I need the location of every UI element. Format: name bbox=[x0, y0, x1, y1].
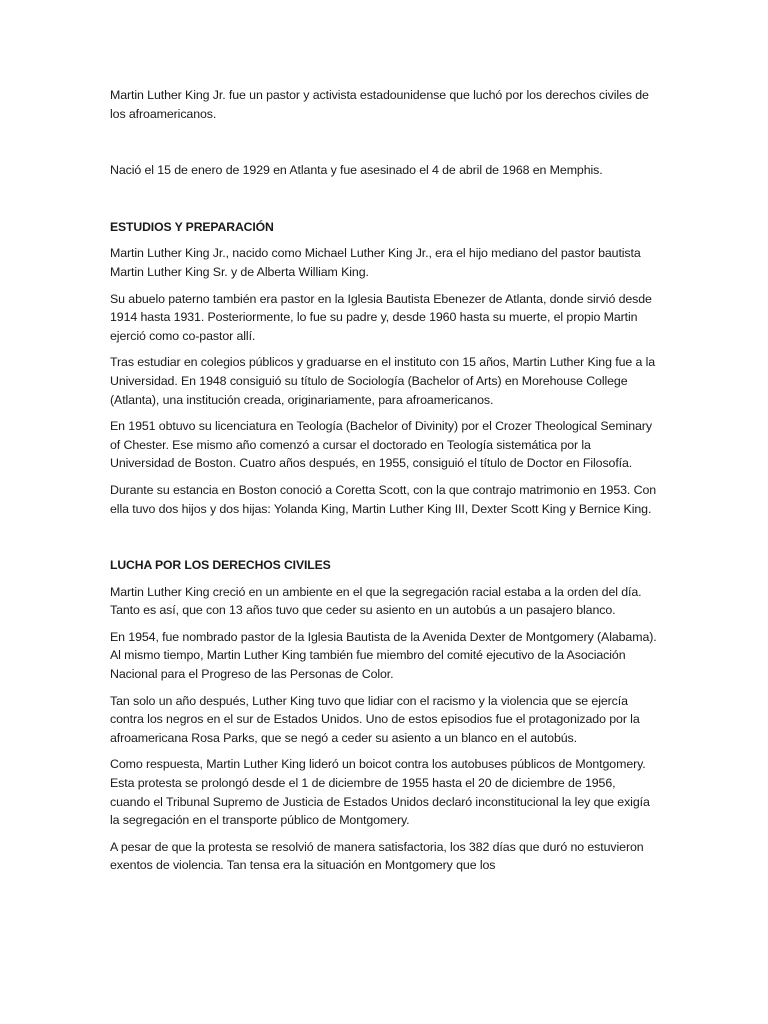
section-heading-lucha: LUCHA POR LOS DERECHOS CIVILES bbox=[110, 558, 331, 573]
document-page bbox=[110, 86, 658, 875]
paragraph: A pesar de que la protesta se resolvió de manera satisfactoria, los 382 días que duró no estuvieron exentos de violencia. Tan tensa era la situación en Montgomery que los bbox=[110, 839, 644, 873]
paragraph: Martin Luther King creció en un ambiente en el que la segregación racial estaba a la orden del día. Tanto es así, que con 13 años tuvo que ceder su asiento en un autobús a un pasajero blanco. bbox=[110, 584, 642, 618]
paragraph: Durante su estancia en Boston conoció a Coretta Scott, con la que contrajo matrimonio en 1953. Con ella tuvo dos hijos y dos hijas: Yolanda King, Martin Luther King III, Dexter Scott King y Bernice King. bbox=[110, 482, 657, 516]
paragraph: Tan solo un año después, Luther King tuvo que lidiar con el racismo y la violencia que se ejercía contra los negros en el sur de Estados Unidos. Uno de estos episodios fue el protagonizado por la afroamericana Rosa Parks, que se negó a ceder su asiento a un blanco en el autobús. bbox=[110, 693, 640, 745]
paragraph: Tras estudiar en colegios públicos y graduarse en el instituto con 15 años, Martin Luther King fue a la Universidad. En 1948 consiguió su título de Sociología (Bachelor of Arts) en Morehouse College (Atlanta), una institución creada, originariamente, para afroamericanos. bbox=[110, 355, 656, 407]
paragraph: Como respuesta, Martin Luther King lideró un boicot contra los autobuses públicos de Montgomery. Esta protesta se prolongó desde el 1 de diciembre de 1955 hasta el 20 de diciembre de 1956, cuando el Tribunal Supremo de Justicia de Estados Unidos declaró inconstitucional la ley que exigía la segregación en el transporte público de Montgomery. bbox=[110, 757, 650, 828]
paragraph: En 1954, fue nombrado pastor de la Iglesia Bautista de la Avenida Dexter de Montgomery (Alabama). Al mismo tiempo, Martin Luther King también fue miembro del comité ejecutivo de la Asociación Nacional para el Progreso de las Personas de Color. bbox=[110, 629, 657, 682]
intro-paragraph: Martin Luther King Jr. fue un pastor y activista estadounidense que luchó por los derechos civiles de los afroamericanos. bbox=[110, 88, 649, 121]
section-heading-estudios: ESTUDIOS Y PREPARACIÓN bbox=[110, 219, 274, 234]
paragraph: En 1951 obtuvo su licenciatura en Teología (Bachelor of Divinity) por el Crozer Theological Seminary of Chester. Ese mismo año comenzó a cursar el doctorado en Teología sistemática por la Universidad de Boston. Cuatro años después, en 1955, consiguió el título de Doctor en Filosofía. bbox=[110, 419, 652, 471]
birth-paragraph: Nació el 15 de enero de 1929 en Atlanta y fue asesinado el 4 de abril de 1968 en Memphis. bbox=[110, 163, 603, 178]
paragraph: Su abuelo paterno también era pastor en la Iglesia Bautista Ebenezer de Atlanta, donde sirvió desde 1914 hasta 1931. Posteriormente, lo fue su padre y, desde 1960 hasta su muerte, el propio Martin ejerció como co-pastor allí. bbox=[110, 291, 652, 343]
paragraph: Martin Luther King Jr., nacido como Michael Luther King Jr., era el hijo mediano del pastor bautista Martin Luther King Sr. y de Alberta William King. bbox=[110, 246, 641, 279]
